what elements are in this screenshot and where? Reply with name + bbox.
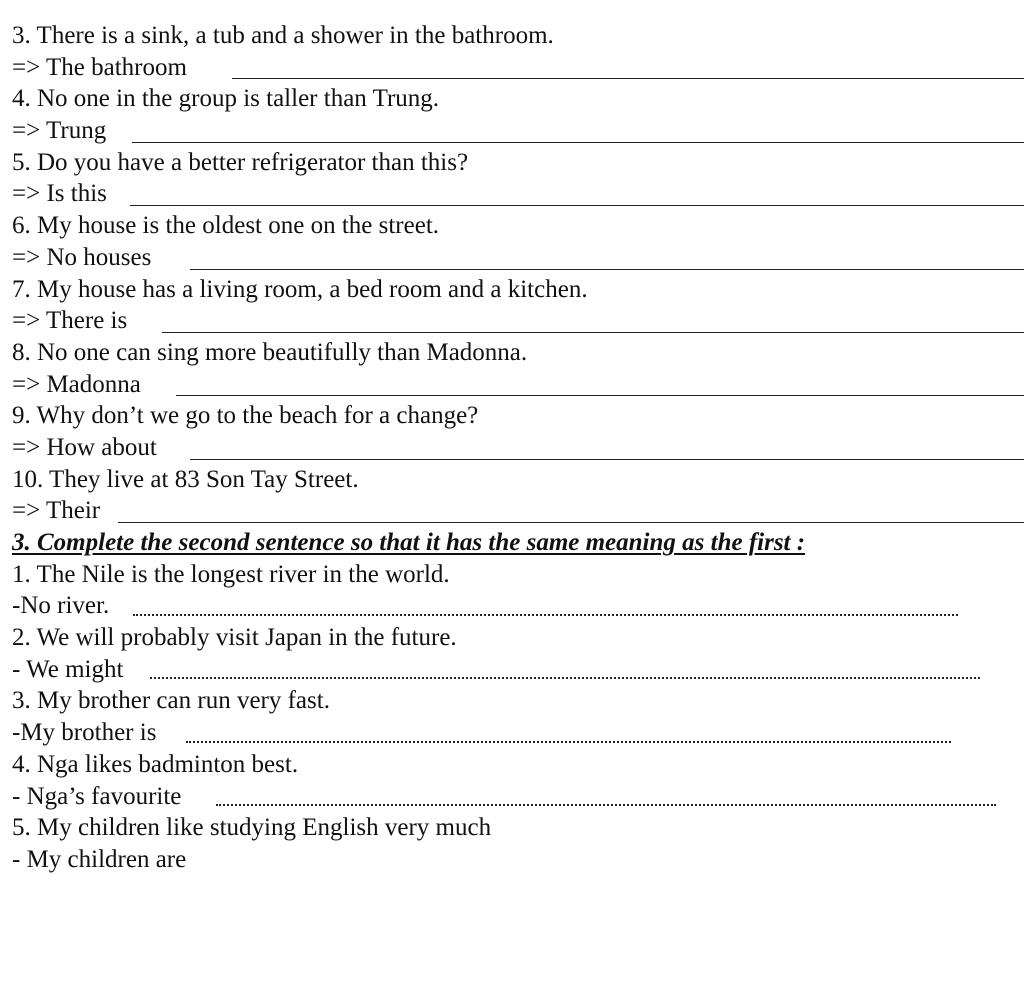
answer-dotted-blank[interactable]: [186, 741, 951, 743]
answer-line: [0, 52, 1024, 84]
worksheet-page: [0, 20, 1024, 876]
question-text: 3. My brother can run very fast.: [12, 687, 330, 715]
answer-prompt: => Madonna: [12, 370, 141, 398]
question-text: 5. My children like studying English very much: [12, 814, 492, 842]
answer-dotted-blank[interactable]: [133, 614, 958, 616]
answer-line: [0, 495, 1024, 527]
answer-line: [0, 717, 1024, 749]
question-text: 5. Do you have a better refrigerator than this?: [12, 148, 469, 176]
question-text: 3. There is a sink, a tub and a shower in the bathroom.: [12, 22, 554, 49]
answer-line: [0, 115, 1024, 147]
answer-prompt: => No houses: [12, 243, 152, 271]
answer-prompt: => There is: [12, 307, 128, 335]
answer-blank[interactable]: [118, 522, 1024, 523]
answer-line: [0, 369, 1024, 401]
question-text: 10. They live at 83 Son Tay Street.: [12, 465, 359, 493]
answer-prompt: => Their: [12, 497, 101, 525]
question-text: 4. Nga likes badminton best.: [12, 750, 299, 778]
answer-prompt: - Nga’s favourite: [12, 782, 182, 810]
answer-prompt: -My brother is: [12, 719, 157, 747]
answer-blank[interactable]: [176, 395, 1024, 396]
answer-prompt: - My children are: [12, 845, 187, 873]
question-text: 1. The Nile is the longest river in the world.: [12, 560, 450, 588]
answer-prompt: -No river.: [12, 592, 110, 620]
answer-blank[interactable]: [190, 459, 1024, 460]
answer-line: [0, 242, 1024, 274]
answer-blank[interactable]: [130, 205, 1024, 206]
answer-prompt: => Is this: [12, 180, 107, 208]
answer-line: [0, 590, 1024, 622]
answer-prompt: - We might: [12, 655, 124, 683]
answer-prompt: => How about: [12, 433, 157, 461]
question-text: 7. My house has a living room, a bed room and a kitchen.: [12, 275, 588, 303]
answer-line: [0, 432, 1024, 464]
answer-line: [0, 305, 1024, 337]
answer-prompt: => The bathroom: [12, 53, 187, 81]
answer-blank[interactable]: [190, 269, 1024, 270]
question-text: 4. No one in the group is taller than Trung.: [12, 85, 440, 113]
answer-blank[interactable]: [232, 78, 1024, 79]
question-text: 9. Why don’t we go to the beach for a change?: [12, 402, 479, 430]
answer-line: [0, 178, 1024, 210]
answer-line: [0, 654, 1024, 686]
answer-blank[interactable]: [162, 332, 1024, 333]
answer-dotted-blank[interactable]: [150, 677, 980, 679]
question-text: 2. We will probably visit Japan in the future.: [12, 624, 457, 652]
answer-blank[interactable]: [132, 142, 1024, 143]
answer-prompt: => Trung: [12, 117, 107, 145]
answer-line: [0, 844, 1024, 876]
answer-dotted-blank[interactable]: [216, 804, 996, 806]
answer-line: [0, 781, 1024, 813]
question-text: 8. No one can sing more beautifully than Madonna.: [12, 338, 528, 366]
section-heading: 3. Complete the second sentence so that it has the same meaning as the first :: [12, 529, 806, 556]
question-text: 6. My house is the oldest one on the street.: [12, 212, 440, 240]
